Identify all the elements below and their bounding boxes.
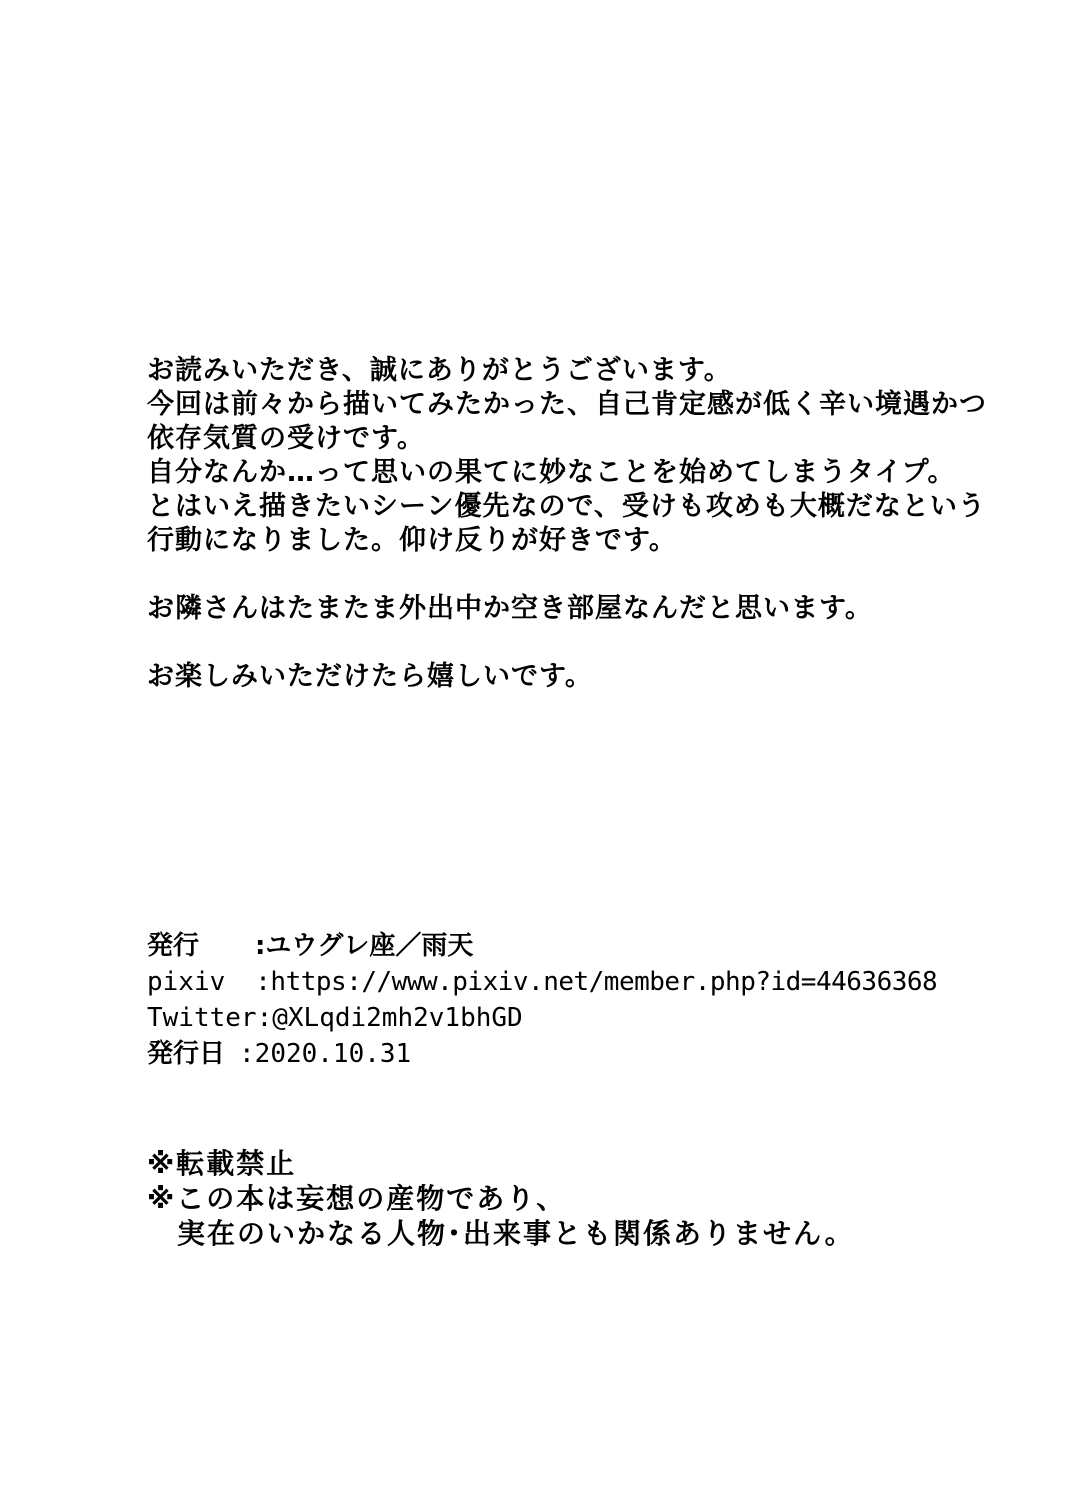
afterword-line: 依存気質の受けです。 [147,423,425,454]
date-label: 発行日 [147,1039,226,1069]
fiction-disclaimer: ※この本は妄想の産物であり、 [147,1182,567,1215]
pixiv-link[interactable]: :https://www.pixiv.net/member.php?id=44636368 [255,967,938,997]
pixiv-label: pixiv [147,967,226,997]
date-value: :2020.10.31 [239,1039,412,1069]
afterword-line: お隣さんはたまたま外出中か空き部屋なんだと思います。 [147,593,873,624]
afterword-line: お楽しみいただけたら嬉しいです。 [147,661,593,692]
no-reprint-notice: ※転載禁止 [147,1147,297,1180]
fiction-disclaimer-continued: 実在のいかなる人物･出来事とも関係ありません。 [177,1217,855,1250]
afterword-line: とはいえ描きたいシーン優先なので、受けも攻めも大概だなという [147,491,986,522]
twitter-label: Twitter [147,1003,257,1033]
afterword-line: 行動になりました。仰け反りが好きです。 [147,525,677,556]
notice-block [147,1146,1047,1251]
colophon-block [147,928,1047,1072]
publisher-value: :ユウグレ座／雨天 [255,931,474,961]
publisher-row [147,928,1047,964]
paragraph-gap [147,626,1047,660]
afterword-line: 自分なんか…って思いの果てに妙なことを始めてしまうタイプ。 [147,457,956,488]
publisher-label: 発行 [147,931,200,961]
afterword-line: 今回は前々から描いてみたかった、自己肯定感が低く辛い境遇かつ [147,389,987,420]
twitter-row [147,1000,1047,1036]
pixiv-row [147,964,1047,1000]
afterword-line: お読みいただき、誠にありがとうございます。 [147,355,732,386]
date-row [147,1036,1047,1072]
twitter-handle[interactable]: :@XLqdi2mh2v1bhGD [256,1003,523,1033]
afterword-block [147,354,1047,694]
paragraph-gap [147,558,1047,592]
